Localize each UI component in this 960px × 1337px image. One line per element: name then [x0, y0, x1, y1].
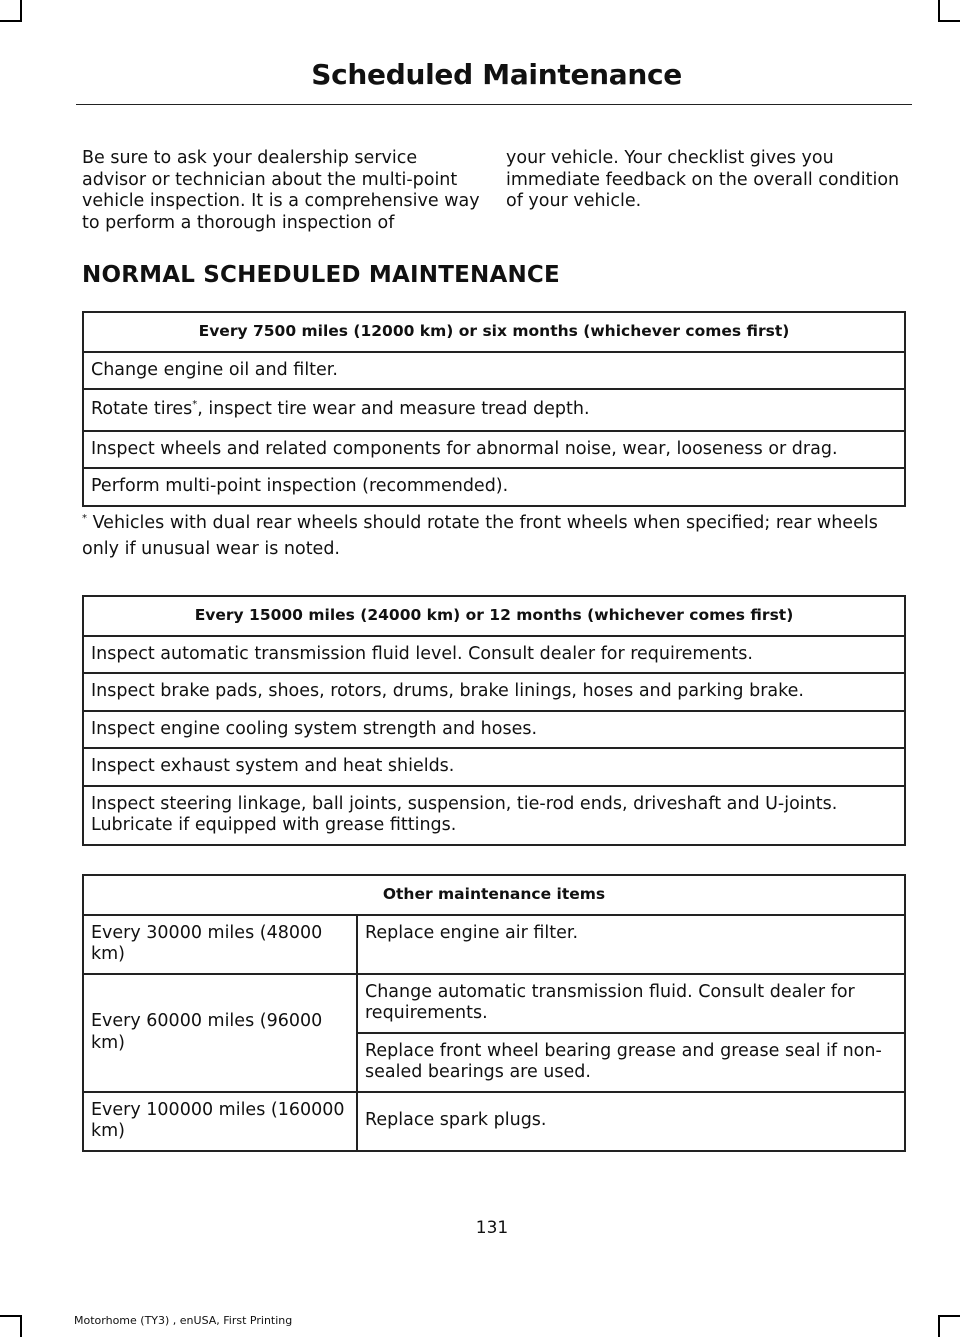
table-row	[83, 748, 905, 786]
intro-right-column: your vehicle. Your checklist gives you immediate feedback on the overall condition of your vehicle.	[506, 148, 900, 211]
table-row	[83, 711, 905, 749]
footnote	[82, 510, 912, 562]
table-row	[83, 636, 905, 674]
table-row	[83, 352, 905, 390]
section-heading: NORMAL SCHEDULED MAINTENANCE	[82, 262, 560, 288]
table-cell: Inspect automatic transmission fluid level. Consult dealer for requirements.	[83, 636, 905, 674]
table-row	[83, 389, 905, 431]
crop-mark	[938, 1315, 960, 1317]
maintenance-table-15000	[82, 595, 906, 846]
rotate-tires-suffix: , inspect tire wear and measure tread depth.	[197, 399, 590, 419]
table-header-row	[83, 875, 905, 915]
crop-mark	[938, 20, 960, 22]
table-row	[83, 673, 905, 711]
interval-cell: Every 30000 miles (48000 km)	[83, 915, 357, 974]
table-row	[83, 786, 905, 845]
table-row	[83, 431, 905, 469]
intro-paragraph	[82, 148, 906, 234]
table-row	[83, 1092, 905, 1151]
table-row	[83, 915, 905, 974]
crop-mark	[938, 0, 940, 22]
table-cell: Inspect steering linkage, ball joints, suspension, tie-rod ends, driveshaft and U-joints. Lubricate if equipped with grease fittings.	[83, 786, 905, 845]
interval-cell: Every 60000 miles (96000 km)	[83, 974, 357, 1092]
table-row	[83, 468, 905, 506]
table-header: Every 7500 miles (12000 km) or six months (whichever comes first)	[83, 312, 905, 352]
other-maintenance-table	[82, 874, 906, 1152]
footnote-text: Vehicles with dual rear wheels should rotate the front wheels when specified; rear wheels only if unusual wear is noted.	[82, 513, 878, 559]
page-number: 131	[475, 1218, 509, 1238]
crop-mark	[20, 0, 22, 22]
crop-mark	[0, 1315, 22, 1317]
table-cell: Inspect wheels and related components for abnormal noise, wear, looseness or drag.	[83, 431, 905, 469]
table-header: Other maintenance items	[83, 875, 905, 915]
crop-mark	[0, 20, 22, 22]
crop-mark	[938, 1315, 940, 1337]
rotate-tires-text: Rotate tires	[91, 399, 193, 419]
crop-mark	[20, 1315, 22, 1337]
footnote-marker: *	[82, 513, 87, 525]
table-header: Every 15000 miles (24000 km) or 12 months (whichever comes first)	[83, 596, 905, 636]
table-cell	[83, 389, 905, 431]
task-cell: Change automatic transmission fluid. Consult dealer for requirements.	[357, 974, 905, 1033]
task-cell: Replace spark plugs.	[357, 1092, 905, 1151]
table-header-row	[83, 312, 905, 352]
intro-left-column: Be sure to ask your dealership service advisor or technician about the multi-point vehicle inspection. It is a comprehensive way to perform a thorough inspection of	[82, 148, 480, 233]
page-title: Scheduled Maintenance	[311, 58, 682, 91]
table-cell: Inspect engine cooling system strength and hoses.	[83, 711, 905, 749]
maintenance-table-7500	[82, 311, 906, 507]
footer-text: Motorhome (TY3) , enUSA, First Printing	[74, 1314, 293, 1327]
footnote-marker: *	[192, 399, 198, 411]
table-cell: Inspect brake pads, shoes, rotors, drums, brake linings, hoses and parking brake.	[83, 673, 905, 711]
table-row	[83, 974, 905, 1033]
table-cell: Change engine oil and filter.	[83, 352, 905, 390]
table-header-row	[83, 596, 905, 636]
task-cell: Replace engine air filter.	[357, 915, 905, 974]
header-divider	[76, 104, 912, 105]
task-cell: Replace front wheel bearing grease and grease seal if non-sealed bearings are used.	[357, 1033, 905, 1092]
table-cell: Perform multi-point inspection (recommended).	[83, 468, 905, 506]
table-cell: Inspect exhaust system and heat shields.	[83, 748, 905, 786]
interval-cell: Every 100000 miles (160000 km)	[83, 1092, 357, 1151]
